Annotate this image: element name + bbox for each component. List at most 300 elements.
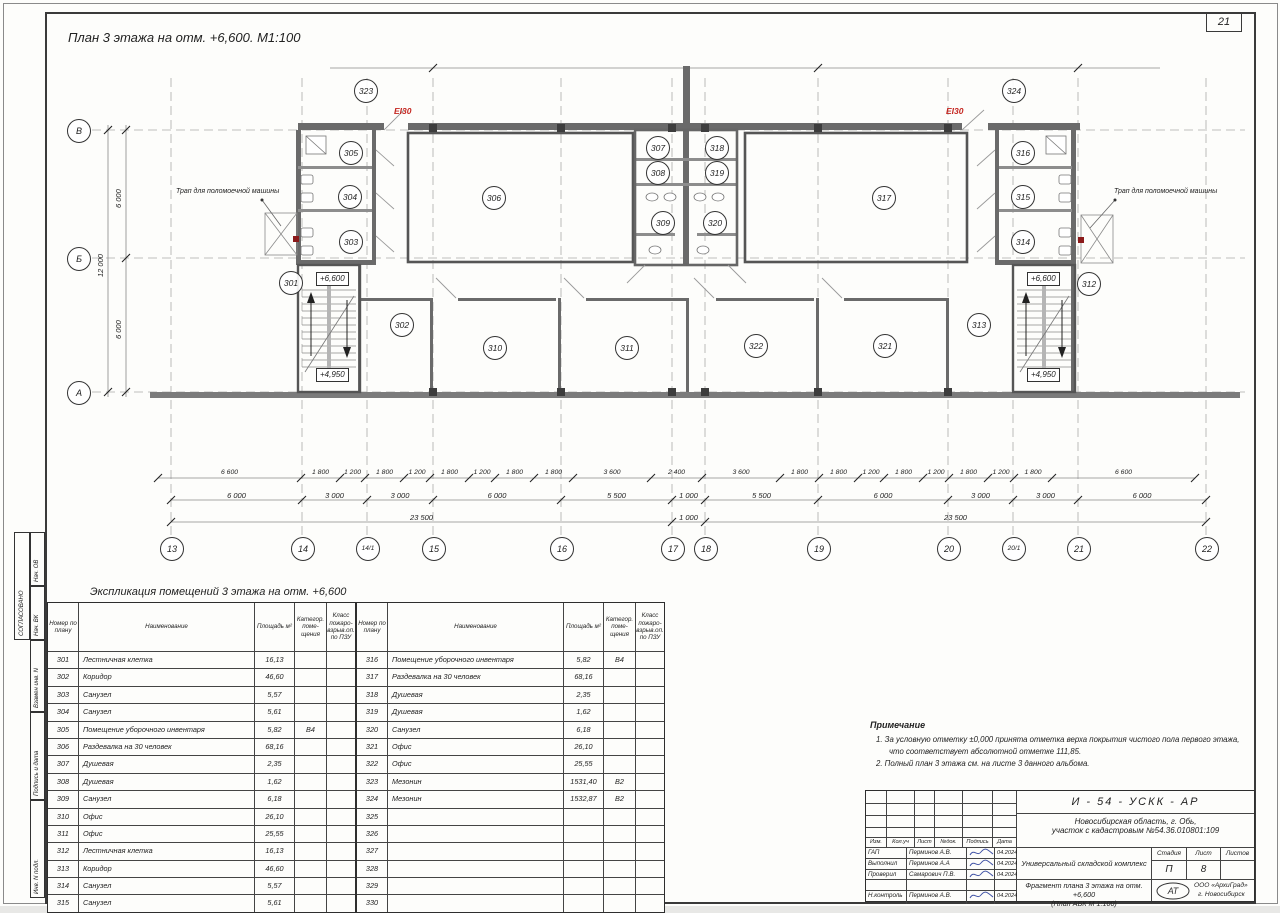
- room-number: 319: [365, 707, 379, 717]
- room-name: Санузел: [387, 722, 563, 738]
- room-class: [326, 809, 355, 825]
- room-category: [603, 704, 635, 720]
- column-header: Категор. поме- щения: [603, 603, 635, 651]
- dimension-label: 23 500: [410, 513, 433, 522]
- room-category: [603, 895, 635, 911]
- column-header: Класс пожаро- взрыв.оп. по ПЗУ: [635, 603, 664, 651]
- room-number: 303: [56, 689, 70, 699]
- room-number: 323: [365, 776, 379, 786]
- dimension-label: 1 000: [679, 513, 698, 522]
- room-category: В2: [603, 791, 635, 807]
- room-area: 46,60: [254, 861, 294, 877]
- room-number: 302: [56, 672, 70, 682]
- room-name: Раздевалка на 30 человек: [387, 669, 563, 685]
- table-row: [357, 860, 664, 877]
- dimension-label: 3 000: [971, 491, 990, 500]
- axis-bubble-21: 21: [1067, 537, 1091, 561]
- room-number: 312: [56, 846, 70, 856]
- dimension-label: 1 200: [927, 469, 945, 476]
- dimension-label: 1 800: [311, 469, 330, 476]
- room-bubble-313: 313: [967, 313, 991, 337]
- room-name: Помещение уборочного инвентаря: [78, 722, 254, 738]
- axis-bubble-А: А: [67, 381, 91, 405]
- room-name: Душевая: [78, 756, 254, 772]
- room-class: [635, 704, 664, 720]
- room-category: [294, 826, 326, 842]
- room-category: [294, 774, 326, 790]
- room-bubble-320: 320: [703, 211, 727, 235]
- dimension-label: 1 800: [505, 469, 524, 476]
- room-category: [603, 756, 635, 772]
- dimension-label: 3 000: [325, 491, 344, 500]
- room-area: [563, 809, 603, 825]
- room-number: 329: [365, 881, 379, 891]
- dimension-label: 5 500: [752, 491, 771, 500]
- stamp-nach-vk: Нач. ВК: [34, 614, 40, 636]
- room-class: [326, 756, 355, 772]
- signer-name: Самарович П.В.: [906, 870, 966, 883]
- column-header: Площадь м²: [563, 603, 603, 651]
- room-area: 6,18: [563, 722, 603, 738]
- table-row: [48, 790, 355, 807]
- room-area: 5,61: [254, 704, 294, 720]
- room-area: [563, 843, 603, 859]
- table-row: [48, 651, 355, 668]
- table-row: [48, 894, 355, 911]
- table-row: [357, 790, 664, 807]
- trap-annotation: Трап для поломоечной машины: [176, 188, 280, 195]
- table-row: [357, 894, 664, 911]
- room-name: Душевая: [78, 774, 254, 790]
- dimension-label: 1 800: [440, 469, 459, 476]
- axis-bubble-16: 16: [550, 537, 574, 561]
- table-row: [357, 651, 664, 668]
- fire-rating-label: EI30: [946, 106, 964, 116]
- room-category: [603, 878, 635, 894]
- room-area: 16,13: [254, 652, 294, 668]
- room-category: [603, 687, 635, 703]
- table-row: [357, 825, 664, 842]
- room-category: [294, 669, 326, 685]
- room-category: [294, 652, 326, 668]
- room-bubble-312: 312: [1077, 272, 1101, 296]
- table-row: [48, 703, 355, 720]
- table-row: [48, 877, 355, 894]
- table-row: [48, 842, 355, 859]
- elevation-mark: +6,600: [316, 272, 349, 286]
- column-header: Наименование: [387, 603, 563, 651]
- stage-header: Стадия: [1151, 847, 1186, 860]
- signature-header: Лист: [914, 838, 934, 847]
- room-category: [294, 739, 326, 755]
- room-number: 330: [365, 898, 379, 908]
- sign-date: 04.2024: [994, 870, 1016, 883]
- dimension-label: 23 500: [944, 513, 967, 522]
- room-class: [326, 861, 355, 877]
- dimension-label: 1 800: [375, 469, 394, 476]
- signature-row: [866, 890, 1016, 901]
- room-class: [326, 791, 355, 807]
- company-cell: АТ ООО «АрхиГрад» г. Новосибирск: [1151, 879, 1254, 901]
- room-area: 5,82: [563, 652, 603, 668]
- room-number: 314: [56, 881, 70, 891]
- dimension-label: 3 000: [390, 491, 410, 500]
- dimension-label: 1 800: [894, 469, 913, 476]
- dimension-label: 6 600: [220, 469, 239, 476]
- room-number: 309: [56, 794, 70, 804]
- svg-text:АТ: АТ: [1167, 886, 1179, 896]
- location: Новосибирская область, г. Обь, участок с кадастровым №54.36.010801:109: [1016, 813, 1254, 847]
- room-bubble-314: 314: [1011, 230, 1035, 254]
- room-class: [635, 774, 664, 790]
- signer-role: Проверил: [868, 870, 897, 878]
- signer-name: Перминов А.В.: [906, 848, 966, 861]
- table-header-row: [357, 603, 664, 651]
- room-area: 5,82: [254, 722, 294, 738]
- column-header: Наименование: [78, 603, 254, 651]
- room-name: Санузел: [78, 895, 254, 911]
- room-number: 310: [56, 811, 70, 821]
- room-area: 26,10: [563, 739, 603, 755]
- sheet-number: 21: [1206, 12, 1242, 32]
- dimension-label: 6 000: [873, 491, 893, 500]
- elevation-mark: +6,600: [1027, 272, 1060, 286]
- room-name: Душевая: [387, 704, 563, 720]
- room-class: [635, 687, 664, 703]
- room-area: 68,16: [254, 739, 294, 755]
- room-bubble-318: 318: [705, 136, 729, 160]
- room-name: Санузел: [78, 687, 254, 703]
- room-number: 306: [56, 741, 70, 751]
- room-name: Помещение уборочного инвентаря: [387, 652, 563, 668]
- axis-bubble-20: 20: [937, 537, 961, 561]
- room-number: 320: [365, 724, 379, 734]
- signature-row: [866, 869, 1016, 880]
- company-logo: [1155, 882, 1191, 900]
- dimension-label: 1 200: [408, 469, 426, 476]
- room-name: Коридор: [78, 861, 254, 877]
- dimension-label: 1 800: [1024, 469, 1042, 476]
- sign-date: 04.2024: [994, 848, 1016, 861]
- sign-date: 04.2024: [994, 859, 1016, 872]
- signature-scribble: [969, 848, 995, 857]
- signature-row: [866, 879, 1016, 890]
- signer-role: ГАП: [868, 849, 880, 856]
- room-category: [603, 669, 635, 685]
- room-name: [387, 843, 563, 859]
- room-bubble-311: 311: [615, 336, 639, 360]
- dimension-label: 1 200: [343, 469, 362, 476]
- room-class: [326, 826, 355, 842]
- room-name: Мезонин: [387, 791, 563, 807]
- axis-bubble-18: 18: [694, 537, 718, 561]
- room-class: [635, 878, 664, 894]
- room-category: [603, 739, 635, 755]
- room-category: [294, 843, 326, 859]
- room-category: [294, 861, 326, 877]
- sheet-value: 8: [1186, 860, 1220, 879]
- room-area: 68,16: [563, 669, 603, 685]
- room-number: 307: [56, 759, 70, 769]
- elevation-mark: +4,950: [316, 368, 349, 382]
- sheets-value: [1220, 860, 1254, 879]
- table-row: [48, 668, 355, 685]
- room-name: Офис: [387, 739, 563, 755]
- room-bubble-319: 319: [705, 161, 729, 185]
- signer-name: Перминов А.А: [906, 859, 966, 872]
- room-name: Лестничная клетка: [78, 652, 254, 668]
- room-category: [294, 704, 326, 720]
- room-name: [387, 878, 563, 894]
- signature-header: Кол.уч: [886, 838, 914, 847]
- room-class: [635, 722, 664, 738]
- room-number: 327: [365, 846, 379, 856]
- note-line: 2. Полный план 3 этажа см. на листе 3 данного альбома.: [876, 759, 1090, 768]
- room-class: [635, 861, 664, 877]
- table-row: [48, 755, 355, 772]
- dimension-label: 1 800: [959, 469, 978, 476]
- dimension-label-vertical: 6 000: [114, 320, 123, 339]
- signer-name: [906, 880, 966, 890]
- axis-bubble-Б: Б: [67, 247, 91, 271]
- dimension-label: 5 500: [607, 491, 626, 500]
- dimension-label: 1 000: [679, 491, 698, 500]
- axis-bubble-19: 19: [807, 537, 831, 561]
- signature: [966, 880, 994, 890]
- room-bubble-322: 322: [744, 334, 768, 358]
- project-name: Универсальный складской комплекс: [1016, 847, 1151, 879]
- room-name: Офис: [387, 756, 563, 772]
- room-area: 25,55: [563, 756, 603, 772]
- room-name: Лестничная клетка: [78, 843, 254, 859]
- room-number: 304: [56, 707, 70, 717]
- room-bubble-323: 323: [354, 79, 378, 103]
- table-row: [48, 773, 355, 790]
- dimension-label: 1 200: [473, 469, 491, 476]
- axis-bubble-13: 13: [160, 537, 184, 561]
- room-class: [326, 669, 355, 685]
- room-class: [635, 669, 664, 685]
- drawing-title: Фрагмент плана 3 этажа на отм. +6,600 (План АБК М 1:100): [1016, 879, 1151, 901]
- table-row: [48, 825, 355, 842]
- room-number: 318: [365, 689, 379, 699]
- document-code: И - 54 - УСКК - АР: [1016, 791, 1254, 813]
- room-area: [563, 826, 603, 842]
- signer-role: Н.контроль: [868, 892, 903, 900]
- room-number: 315: [56, 898, 70, 908]
- axis-bubble-17: 17: [661, 537, 685, 561]
- room-category: [294, 687, 326, 703]
- room-area: 6,18: [254, 791, 294, 807]
- room-area: 25,55: [254, 826, 294, 842]
- title-block: [865, 790, 1255, 908]
- table-row: [357, 755, 664, 772]
- room-category: [603, 843, 635, 859]
- room-table-right: [356, 602, 665, 913]
- trap-annotation: Трап для поломоечной машины: [1114, 188, 1218, 195]
- table-row: [357, 842, 664, 859]
- signature-row: [866, 847, 1016, 858]
- room-number: 317: [365, 672, 379, 682]
- room-name: Санузел: [78, 878, 254, 894]
- table-row: [48, 721, 355, 738]
- table-row: [48, 808, 355, 825]
- table-row: [357, 686, 664, 703]
- room-category: [603, 861, 635, 877]
- room-bubble-302: 302: [390, 313, 414, 337]
- sheets-header: Листов: [1220, 847, 1254, 860]
- signature-header: Дата: [992, 838, 1016, 847]
- room-number: 324: [365, 794, 379, 804]
- note-line: что соответствует абсолютной отметке 111,85.: [889, 747, 1082, 756]
- table-row: [48, 686, 355, 703]
- dimension-label: 3 600: [732, 469, 750, 476]
- signature: [966, 891, 994, 904]
- dimension-label: 2 400: [667, 469, 686, 476]
- room-class: [635, 895, 664, 911]
- room-category: [603, 809, 635, 825]
- room-bubble-305: 305: [339, 141, 363, 165]
- room-name: Коридор: [78, 669, 254, 685]
- axis-bubble-15: 15: [422, 537, 446, 561]
- dimension-label: 6 000: [227, 491, 246, 500]
- table-row: [357, 773, 664, 790]
- revision-row: [866, 803, 1016, 815]
- signature-scribble: [969, 859, 995, 868]
- room-bubble-308: 308: [646, 161, 670, 185]
- dimension-label-vertical: 6 000: [114, 189, 123, 208]
- room-bubble-317: 317: [872, 186, 896, 210]
- room-class: [635, 843, 664, 859]
- room-name: Мезонин: [387, 774, 563, 790]
- table-row: [357, 877, 664, 894]
- signature-header: №док.: [934, 838, 962, 847]
- room-category: [294, 791, 326, 807]
- table-row: [357, 668, 664, 685]
- room-area: 16,13: [254, 843, 294, 859]
- room-class: [635, 739, 664, 755]
- room-bubble-316: 316: [1011, 141, 1035, 165]
- room-bubble-306: 306: [482, 186, 506, 210]
- table-header-row: [48, 603, 355, 651]
- room-name: Офис: [78, 809, 254, 825]
- dimension-label: 1 200: [862, 469, 880, 476]
- notes-lines: [876, 734, 1239, 770]
- room-class: [635, 791, 664, 807]
- revision-row: [866, 791, 1016, 803]
- room-name: Офис: [78, 826, 254, 842]
- axis-bubble-22: 22: [1195, 537, 1219, 561]
- room-bubble-309: 309: [651, 211, 675, 235]
- table-row: [48, 860, 355, 877]
- room-name: [387, 826, 563, 842]
- room-table-left: [47, 602, 356, 913]
- signature-scribble: [969, 891, 995, 900]
- room-area: 5,57: [254, 687, 294, 703]
- room-class: [326, 895, 355, 911]
- room-bubble-324: 324: [1002, 79, 1026, 103]
- room-area: 1531,40: [563, 774, 603, 790]
- table-row: [357, 738, 664, 755]
- room-bubble-303: 303: [339, 230, 363, 254]
- room-class: [635, 756, 664, 772]
- room-category: [603, 722, 635, 738]
- room-bubble-301: 301: [279, 271, 303, 295]
- room-category: [294, 756, 326, 772]
- room-number: 308: [56, 776, 70, 786]
- room-bubble-307: 307: [646, 136, 670, 160]
- dimension-label: 3 600: [603, 469, 621, 476]
- room-name: Душевая: [387, 687, 563, 703]
- axis-bubble-В: В: [67, 119, 91, 143]
- stamp-soglasovano: СОГЛАСОВАНО: [19, 590, 25, 636]
- room-category: [294, 895, 326, 911]
- column-header: Категор. поме- щения: [294, 603, 326, 651]
- dimension-label-vertical: 12 000: [96, 254, 105, 277]
- room-class: [326, 652, 355, 668]
- room-area: 46,60: [254, 669, 294, 685]
- table-row: [357, 808, 664, 825]
- room-class: [635, 809, 664, 825]
- table-row: [357, 703, 664, 720]
- signature-row: [866, 858, 1016, 869]
- revision-row: [866, 815, 1016, 827]
- dimension-label: 1 800: [544, 469, 563, 476]
- sheet-header: Лист: [1186, 847, 1220, 860]
- room-category: В2: [603, 774, 635, 790]
- stage-value: П: [1151, 860, 1186, 879]
- room-bubble-321: 321: [873, 334, 897, 358]
- axis-bubble-20/1: 20/1: [1002, 537, 1026, 561]
- dimension-label: 6 000: [1132, 491, 1152, 500]
- room-number: 305: [56, 724, 70, 734]
- table-row: [48, 738, 355, 755]
- room-class: [326, 843, 355, 859]
- room-area: [563, 878, 603, 894]
- column-header: Класс пожаро- взрыв.оп. по ПЗУ: [326, 603, 355, 651]
- room-area: [563, 895, 603, 911]
- room-class: [326, 739, 355, 755]
- room-bubble-304: 304: [338, 185, 362, 209]
- room-category: В4: [603, 652, 635, 668]
- note-line: 1. За условную отметку ±0,000 принята отметка верха покрытия чистого пола первого этажа,: [876, 735, 1240, 744]
- room-name: Раздевалка на 30 человек: [78, 739, 254, 755]
- room-area: 26,10: [254, 809, 294, 825]
- room-number: 322: [365, 759, 379, 769]
- sign-date: [994, 880, 1016, 890]
- room-name: Санузел: [78, 704, 254, 720]
- dimension-label: 1 800: [790, 469, 809, 476]
- room-area: 2,35: [563, 687, 603, 703]
- room-number: 325: [365, 811, 379, 821]
- stamp-inv: Инв. N подл.: [34, 858, 40, 894]
- axis-bubble-14/1: 14/1: [356, 537, 380, 561]
- signature-header-row: [866, 837, 1016, 847]
- column-header: Номер по плану: [358, 619, 386, 634]
- room-number: 321: [365, 741, 379, 751]
- dimension-label: 6 000: [487, 491, 507, 500]
- axis-bubble-14: 14: [291, 537, 315, 561]
- room-area: [563, 861, 603, 877]
- room-name: Санузел: [78, 791, 254, 807]
- signer-role: [866, 880, 906, 890]
- stamp-vzamen: Взамен инв. N: [34, 668, 40, 708]
- table-row: [357, 721, 664, 738]
- room-class: [635, 652, 664, 668]
- dimension-label: 6 600: [1114, 469, 1133, 476]
- stamp-podpis: Подпись и дата: [34, 750, 40, 796]
- room-class: [326, 878, 355, 894]
